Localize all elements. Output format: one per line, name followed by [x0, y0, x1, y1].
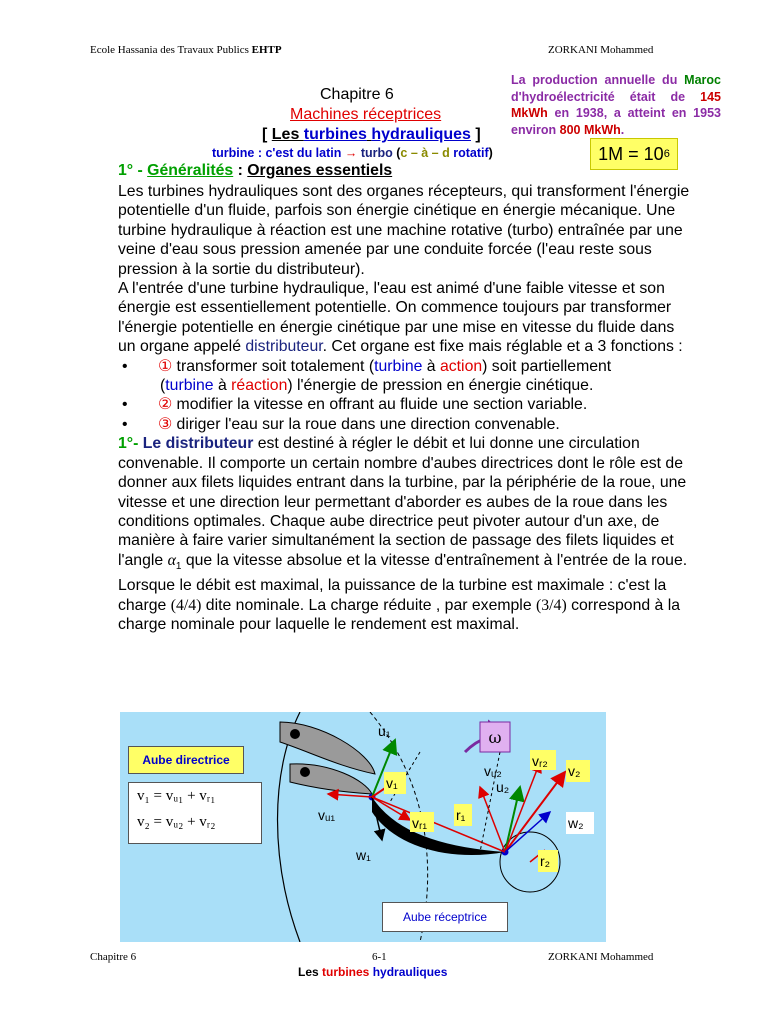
footer-title: Les turbines hydrauliques: [298, 965, 448, 979]
label-r2: r₂: [540, 853, 551, 869]
list-item: • ② modifier la vitesse en offrant au fluide une section variable.: [118, 395, 690, 414]
header-school: [90, 44, 282, 56]
label-v2: v₂: [568, 763, 581, 779]
footer-chapter: Chapitre 6: [90, 951, 137, 963]
label-vu1: vᵤ₁: [318, 807, 336, 823]
label-v1: v₁: [386, 775, 398, 791]
runner-blade-label: Aube réceptrice: [382, 902, 508, 932]
header-author: ZORKANI Mohammed: [548, 44, 654, 56]
chapter-title: Chapitre 6: [320, 86, 394, 103]
school-name: Ecole Hassania des Travaux Publics: [90, 44, 249, 56]
functions-list: [118, 357, 690, 435]
school-abbr: EHTP: [251, 44, 282, 56]
paragraph-1: Les turbines hydrauliques sont des organes récepteurs, qui transforment l'énergie potentielle d'un fluide, parfois son énergie cinétique en énergie mécanique. Une turbine hydraulique à réaction est une machine rotative (turbo) entraînée par une veine d'eau sous pression amenée par une conduite forcée (l'eau reste sous pression à la sortie du distributeur).: [118, 183, 690, 278]
etymology-line: turbine : c'est du latin → turbo (c – à – d rotatif): [212, 146, 493, 160]
section-heading: [ Les turbines hydrauliques ]: [262, 126, 481, 143]
label-vr1: vᵣ₁: [412, 815, 428, 831]
label-r1: r₁: [456, 807, 466, 823]
label-u1: u₁: [378, 723, 391, 739]
footer-author: ZORKANI Mohammed: [548, 951, 654, 963]
chapter-subtitle: Machines réceptrices: [290, 106, 442, 123]
label-u2: u₂: [496, 779, 510, 795]
omega-label: ω: [488, 728, 502, 747]
body-text: [118, 182, 690, 635]
vu1-vector: [328, 794, 372, 797]
list-item: • ③ diriger l'eau sur la roue dans une direction convenable.: [118, 415, 690, 434]
vr2-vector: [505, 762, 540, 852]
velocity-triangle-figure: [120, 712, 606, 942]
paragraph-3: 1°- Le distributeur est destiné à régler le débit et lui donne une circulation convenable. Il comporte un certain nombre d'aubes directrices dont le rôle est de donner aux filets liquides entrant dans la turbine, par la périphérie de la roue, une vitesse et une direction leur permettant d'aborder es aubes de la roue dans les conditions optimales. Chaque aube directrice peut pivoter autour d'un axe, de manière à faire varier simultanément la section de passage des filets liquides et l'angle $\alpha_1$ que la vitesse absolue et la vitesse d'entraînement à l'entrée de la roue. Lorsque le débit est maximal, la puissance de la turbine est maximale : c'est la charge (4/4) dite nominale. La charge réduite , par exemple (3/4) correspond à la charge nominale pour laquelle le rendement est maximal.: [118, 435, 688, 634]
footer-page-number: 6-1: [372, 951, 387, 963]
paragraph-2: A l'entrée d'une turbine hydraulique, l'eau est animé d'une faible vitesse et son énergie est essentiellement potentielle. On commence toujours par transformer l'énergie potentielle en énergie cinétique par une mise en vitesse du fluide dans un organe appelé distributeur. Cet organe est fixe mais réglable et a 3 fonctions :: [118, 280, 683, 356]
label-vr2: vᵣ₂: [532, 753, 548, 769]
section1-heading: 1° - Généralités : Organes essentiels: [118, 162, 393, 179]
list-item: • ① transformer soit totalement (turbine à action) soit partiellement (turbine à réaction) l'énergie de pression en énergie cinétique.: [118, 357, 690, 396]
label-vu2: vᵤ₂: [484, 763, 502, 779]
w2-vector: [505, 812, 550, 852]
velocity-equations: v₁ = vᵤ₁ + vᵣ₁ v₂ = vᵤ₂ + vᵣ₂: [128, 782, 262, 844]
vu2-vector: [480, 787, 505, 852]
mega-definition-box: 1M = 10 6: [590, 138, 678, 170]
label-w2: w₂: [568, 815, 584, 831]
guide-vane-label: Aube directrice: [128, 746, 244, 774]
label-w1: w₁: [356, 847, 371, 863]
production-note: La production annuelle du Maroc d'hydroélectricité était de 145 MkWh en 1938, a atteint en 1953 environ 800 MkWh.: [511, 73, 721, 137]
